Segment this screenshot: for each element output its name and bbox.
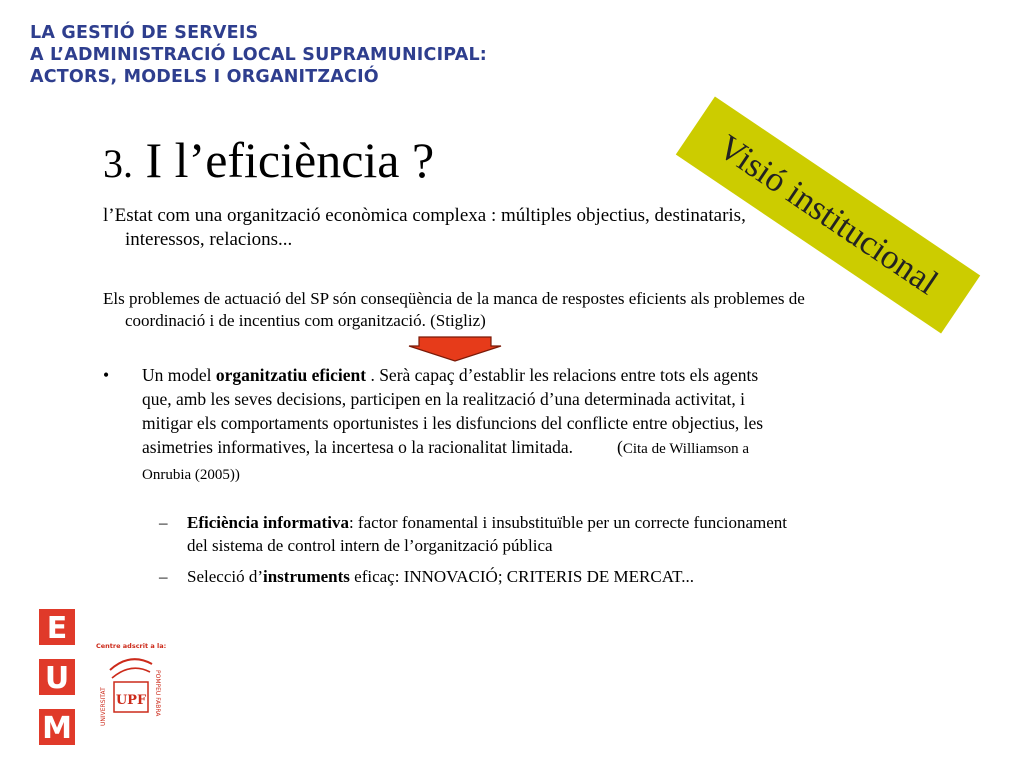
logo-letter-e: E xyxy=(46,611,68,646)
subitem-dash: – xyxy=(159,567,168,586)
subitem-prefix: Selecció d’ xyxy=(187,567,263,586)
citation-open: ( xyxy=(617,437,623,457)
vision-banner-text: Visió institucional xyxy=(711,126,946,303)
bullet-text xyxy=(142,363,792,487)
paragraph-estat: l’Estat com una organització econòmica complexa : múltiples objectius, destinataris, interessos, relacions... xyxy=(103,205,746,250)
header-line-2: A L’ADMINISTRACIÓ LOCAL SUPRAMUNICIPAL: xyxy=(30,45,487,65)
subitem-text xyxy=(187,565,807,588)
logo-upf-text: UPF xyxy=(115,693,147,708)
logo-university-left: UNIVERSITAT xyxy=(100,687,107,726)
down-arrow-icon xyxy=(405,336,505,362)
citation-text: Cita de Williamson a Onrubia (2005)) xyxy=(142,441,750,483)
subitem-rest: : factor fonamental i insubstituïble per un correcte funcionament del sistema de control intern de l’organització pública xyxy=(187,513,788,555)
slide-title xyxy=(103,130,434,194)
logo-letter-m: M xyxy=(42,711,72,746)
bullet-intro: Un model xyxy=(142,365,216,385)
slide-title-number: 3. xyxy=(103,141,133,186)
bullet-marker: • xyxy=(103,365,110,385)
presentation-header xyxy=(30,22,487,88)
logo-caption: Centre adscrit a la: xyxy=(96,642,167,650)
subitem-text xyxy=(187,511,807,557)
subitem-bold: instruments xyxy=(263,567,350,586)
logo-university-right: POMPEU FABRA xyxy=(154,670,161,717)
bullet-rest: . Serà capaç d’establir les relacions entre tots els agents que, amb les seves decisions, participen en la realització d’una determinada activitat, i mitigar els comportaments oportunistes i les disfuncions del conflicte entre objectius, les asimetries informatives, la incertesa o la racionalitat limitada. xyxy=(142,365,764,457)
header-line-1: LA GESTIÓ DE SERVEIS xyxy=(30,23,259,43)
subitem-bold: Eficiència informativa xyxy=(187,513,349,532)
subitem-dash: – xyxy=(159,513,168,532)
subitem-rest: eficaç: INNOVACIÓ; CRITERIS DE MERCAT... xyxy=(349,567,694,586)
bullet-bold: organitzatiu eficient xyxy=(215,365,367,385)
paragraph-problemes: Els problemes de actuació del SP són conseqüència de la manca de respostes eficients als problemes de coordinació i de incentius com organització. (Stigliz) xyxy=(103,289,805,330)
logo-letter-u: U xyxy=(44,661,70,696)
header-line-3: ACTORS, MODELS I ORGANITZACIÓ xyxy=(30,67,379,87)
slide-title-text: I l’eficiència ? xyxy=(145,132,435,188)
eum-upf-logo xyxy=(38,608,168,748)
upf-mark-icon xyxy=(110,659,152,712)
